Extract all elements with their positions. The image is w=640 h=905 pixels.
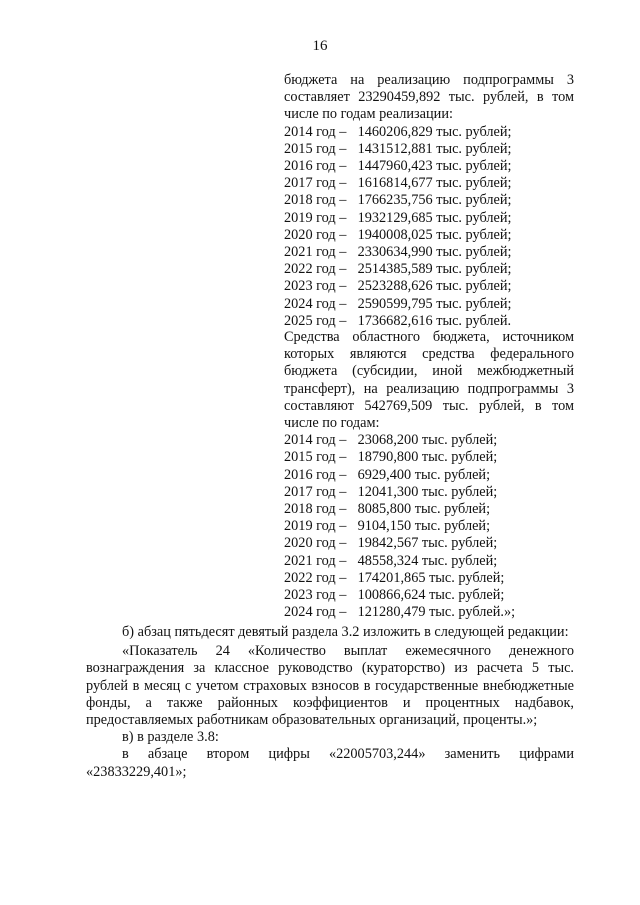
funding-row-year: 2025 год – (284, 312, 347, 329)
funding-row-value: 1736682,616 тыс. рублей. (357, 312, 512, 329)
funding-row-year: 2015 год – (284, 140, 347, 157)
funding-row-year: 2019 год – (284, 518, 347, 535)
funding-row-year: 2023 год – (284, 278, 347, 295)
funding-row (284, 261, 574, 278)
funding-row-value: 2523288,626 тыс. рублей; (357, 278, 512, 295)
funding-row-value: 23068,200 тыс. рублей; (357, 432, 498, 449)
funding-row (284, 604, 574, 621)
funding-block-1 (284, 72, 574, 330)
funding-list-2 (284, 432, 574, 621)
paragraph-b: б) абзац пятьдесят девятый раздела 3.2 изложить в следующей редакции: (122, 624, 569, 640)
amendments (86, 624, 574, 781)
funding-row-value: 19842,567 тыс. рублей; (357, 535, 498, 552)
funding-row (284, 141, 574, 158)
funding-row (284, 244, 574, 261)
paragraph-v-text: в абзаце втором цифры «22005703,244» заменить цифрами «23833229,401»; (86, 746, 574, 780)
funding-row-value: 1447960,423 тыс. рублей; (357, 158, 512, 175)
funding-row-value: 121280,479 тыс. рублей.»; (357, 604, 516, 621)
funding-row-year: 2020 год – (284, 535, 347, 552)
funding-row (284, 467, 574, 484)
funding-row-value: 100866,624 тыс. рублей; (357, 587, 505, 604)
funding-intro-2: Средства областного бюджета, источником которых являются средства федерального бюджета (субсидии, иной межбюджетный трансферт), на реализацию подпрограммы 3 составляют 542769,509 тыс. рублей, в том числе по годам: (284, 329, 574, 432)
funding-row-year: 2014 год – (284, 123, 347, 140)
funding-row-year: 2024 год – (284, 604, 347, 621)
funding-row (284, 570, 574, 587)
funding-row (284, 535, 574, 552)
funding-row-year: 2022 год – (284, 569, 347, 586)
funding-row-year: 2016 год – (284, 158, 347, 175)
funding-row-year: 2019 год – (284, 209, 347, 226)
funding-row (284, 501, 574, 518)
funding-row-year: 2017 год – (284, 483, 347, 500)
funding-row (284, 484, 574, 501)
funding-row-value: 1616814,677 тыс. рублей; (357, 175, 512, 192)
funding-row-value: 8085,800 тыс. рублей; (357, 501, 491, 518)
funding-row-year: 2015 год – (284, 449, 347, 466)
funding-row-year: 2016 год – (284, 466, 347, 483)
funding-row-value: 2590599,795 тыс. рублей; (357, 295, 512, 312)
funding-block-2 (284, 329, 574, 621)
funding-row (284, 278, 574, 295)
funding-row-year: 2024 год – (284, 295, 347, 312)
funding-row (284, 158, 574, 175)
funding-row-value: 48558,324 тыс. рублей; (357, 552, 498, 569)
funding-row (284, 296, 574, 313)
funding-row-value: 1940008,025 тыс. рублей; (357, 226, 512, 243)
funding-row-year: 2023 год – (284, 587, 347, 604)
funding-row-value: 1932129,685 тыс. рублей; (357, 209, 512, 226)
funding-row-value: 1460206,829 тыс. рублей; (357, 123, 512, 140)
funding-row-year: 2020 год – (284, 226, 347, 243)
funding-row (284, 449, 574, 466)
funding-row (284, 175, 574, 192)
funding-list-1 (284, 124, 574, 330)
funding-row-value: 2330634,990 тыс. рублей; (357, 244, 512, 261)
funding-row-year: 2021 год – (284, 244, 347, 261)
funding-row-value: 18790,800 тыс. рублей; (357, 449, 498, 466)
funding-row (284, 124, 574, 141)
funding-row (284, 313, 574, 330)
funding-row (284, 518, 574, 535)
funding-row-year: 2022 год – (284, 261, 347, 278)
funding-row-year: 2017 год – (284, 175, 347, 192)
funding-row-year: 2014 год – (284, 432, 347, 449)
funding-row (284, 587, 574, 604)
paragraph-v: в) в разделе 3.8: (122, 729, 219, 746)
funding-row-year: 2018 год – (284, 192, 347, 209)
funding-row-value: 9104,150 тыс. рублей; (357, 518, 491, 535)
funding-row-year: 2021 год – (284, 552, 347, 569)
funding-row-value: 1766235,756 тыс. рублей; (357, 192, 512, 209)
funding-row-value: 12041,300 тыс. рублей; (357, 483, 498, 500)
funding-row (284, 227, 574, 244)
funding-row (284, 192, 574, 209)
page-number: 16 (312, 38, 328, 54)
funding-row (284, 210, 574, 227)
funding-row-value: 1431512,881 тыс. рублей; (357, 140, 512, 157)
paragraph-quote: «Показатель 24 «Количество выплат ежемесячного денежного вознаграждения за классное руководство (кураторство) из расчета 5 тыс. рублей в месяц с учетом страховых взносов в государственные внебюджетные фонды, а также районных коэффициентов и процентных надбавок, предоставляемых работникам образовательных организаций, проценты.»; (86, 643, 574, 729)
funding-row-year: 2018 год – (284, 501, 347, 518)
funding-intro-1: бюджета на реализацию подпрограммы 3 составляет 23290459,892 тыс. рублей, в том числе по годам реализации: (284, 72, 574, 123)
funding-row-value: 6929,400 тыс. рублей; (357, 466, 491, 483)
funding-row (284, 553, 574, 570)
funding-row-value: 2514385,589 тыс. рублей; (357, 261, 512, 278)
funding-row-value: 174201,865 тыс. рублей; (357, 569, 505, 586)
funding-row (284, 432, 574, 449)
